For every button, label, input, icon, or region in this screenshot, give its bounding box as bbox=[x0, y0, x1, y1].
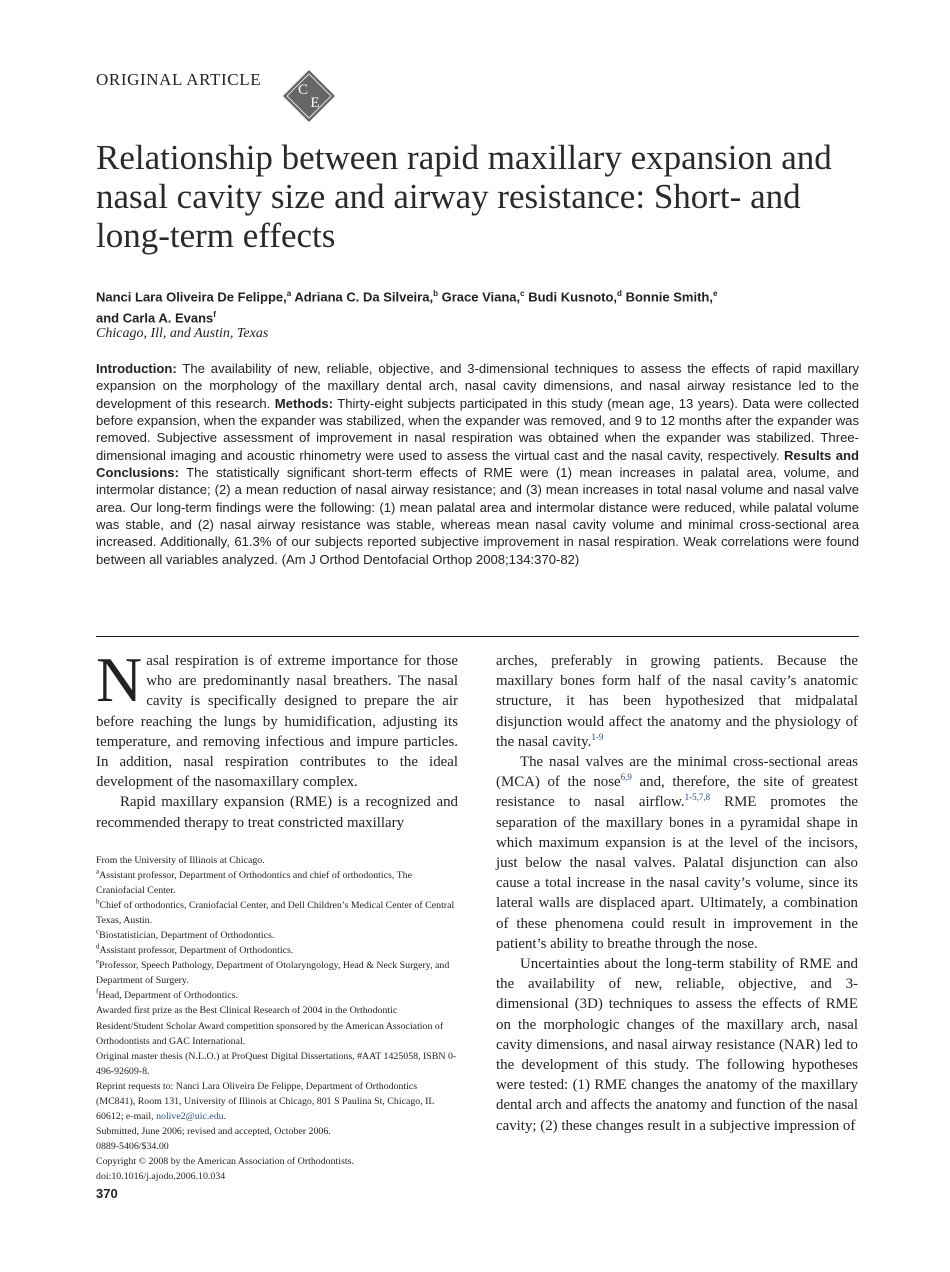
body-paragraph: The nasal valves are the minimal cross-sectional areas (MCA) of the nose$^{6,9}$ and, therefore, the site of greatest resistance to nasal airflow.$^{1-5,7,8}$ RME promotes the separation of the maxillary bones in a pyramidal shape in which maximum expansion is at the level of the incisors, just below the nasal valves. Palatal disjunction can also cause a total increase in the nasal cavity’s volume, since its lateral walls are displaced apart. Ultimately, a combination of these phenomena could result in improvement in the patient’s ability to breathe through the nose. bbox=[496, 754, 859, 952]
abstract-heading: Methods: bbox=[274, 395, 333, 411]
article-title: Relationship between rapid maxillary expansion and nasal cavity size and airway resistance: Short- and long-term effects bbox=[96, 138, 832, 255]
citation-link[interactable]: 6,9 bbox=[620, 772, 632, 783]
email-link[interactable]: nolive2@uic.edu bbox=[156, 1110, 224, 1122]
author-name: Grace Viana, bbox=[441, 289, 521, 305]
footnote: $^f$Head, Department of Orthodontics. bbox=[96, 988, 238, 1002]
author-location: Chicago, Ill, and Austin, Texas bbox=[96, 326, 269, 341]
footnote: $^a$Assistant professor, Department of Orthodontics and chief of orthodontics, The Craniofacial Center. bbox=[96, 867, 412, 897]
body-column-left bbox=[96, 644, 458, 833]
footnote: Original master thesis (N.L.O.) at ProQuest Digital Dissertations, #AAT 1425058, ISBN 0-496-92609-8. bbox=[96, 1050, 457, 1077]
page-number: 370 bbox=[96, 1186, 118, 1201]
footnote: Copyright © 2008 by the American Association of Orthodontists. bbox=[96, 1155, 354, 1167]
footnote: $^d$Assistant professor, Department of Orthodontics. bbox=[96, 942, 294, 957]
footnote: Awarded first prize as the Best Clinical Research of 2004 in the Orthodontic Resident/Student Scholar Award competition sponsored by the American Association of Orthodontists and GAC International. bbox=[96, 1005, 444, 1047]
footnote: $^c$Biostatistician, Department of Orthodontics. bbox=[96, 927, 275, 942]
drop-cap: N bbox=[96, 644, 143, 715]
body-paragraph: Nasal respiration is of extreme importance for those who are predominantly nasal breathers. The nasal cavity is specifically designed to prepare the air before reaching the lungs by humidification, adjusting its temperature, and removing infectious and impure particles. In addition, nasal respiration contributes to the ideal development of the nasomaxillary complex. bbox=[96, 644, 458, 791]
ce-logo-letter-e: E bbox=[310, 95, 320, 111]
footnote: $^b$Chief of orthodontics, Craniofacial Center, and Dell Children’s Medical Center of Central Texas, Austin. bbox=[96, 897, 455, 927]
footnote: doi:10.1016/j.ajodo.2006.10.034 bbox=[96, 1170, 226, 1182]
footnotes bbox=[96, 853, 458, 1184]
abstract-heading: Results and Conclusions: bbox=[96, 447, 859, 481]
body-column-right bbox=[496, 651, 858, 1136]
body-paragraph: arches, preferably in growing patients. Because the maxillary bones form half of the nasal cavity’s anatomic structure, it has been hypothesized that midpalatal disjunction would affect the anatomy and the physiology of the nasal cavity.$^{1-9}$ bbox=[496, 653, 858, 750]
author-name: Nanci Lara Oliveira De Felippe, bbox=[96, 289, 287, 305]
ce-logo-letter-c: C bbox=[297, 82, 309, 98]
author-name: and Carla A. Evans bbox=[96, 310, 214, 326]
footnote: $^e$Professor, Speech Pathology, Department of Otolaryngology, Head & Neck Surgery, and Department of Surgery. bbox=[96, 958, 450, 987]
body-paragraph: Uncertainties about the long-term stability of RME and the availability of new, reliable, objective, and 3-dimensional (3D) techniques to assess the effects of RME on the morphologic changes of the maxillary arch, nasal cavity dimensions, and nasal airway resistance (NAR) led to the development of this study. The following hypotheses were tested: (1) RME changes the anatomy of the maxillary dental arch and affects the anatomy and function of the nasal cavity; (2) these changes result in a subjective impression of bbox=[496, 956, 858, 1134]
abstract: Introduction: The availability of new, reliable, objective, and 3-dimensional techniques to assess the effects of rapid maxillary expansion on the morphology of the maxillary dental arch, nasal cavity dimensions, and nasal airway resistance led to the development of this research. Methods: Thirty-eight subjects participated in this study (mean age, 13 years). Data were collected before expansion, when the expander was stabilized, when the expander was removed, and 9 to 12 months after the expander was removed. Subjective assessment of improvement in nasal respiration was obtained when the expander was stabilized. Three-dimensional imaging and acoustic rhinometry were used to assess the virtual cast and the nasal cavity, respectively. Results and Conclusions: The statistically significant short-term effects of RME were (1) mean increases in palatal area, volume, and intermolar distance; (2) a mean reduction of nasal airway resistance; and (3) mean increases in total nasal volume and nasal valve area. Our long-term findings were the following: (1) mean palatal area and intermolar distance were reduced, while palatal volume was stable, and (2) nasal airway resistance was stable, whereas mean nasal cavity volume and minimal cross-sectional area increased. Additionally, 61.3% of our subjects reported subjective improvement in nasal respiration. Weak correlations were found between all variables analyzed. (Am J Orthod Dentofacial Orthop 2008;134:370-82) bbox=[96, 361, 860, 567]
citation-link[interactable]: 1-5,7,8 bbox=[684, 792, 711, 803]
footnote: Reprint requests to: Nanci Lara Oliveira De Felippe, Department of Orthodontics (MC841), Room 131, University of Illinois at Chicago, 801 S Paulina St, Chicago, IL 60612; e-mail, nolive2@uic.edu. bbox=[96, 1080, 435, 1122]
footnote: 0889-5406/$34.00 bbox=[96, 1140, 169, 1152]
footnote: From the University of Illinois at Chicago. bbox=[96, 855, 265, 866]
ce-logo-icon bbox=[283, 70, 335, 122]
author-name: Bonnie Smith, bbox=[625, 289, 713, 305]
abstract-heading: Introduction: bbox=[96, 361, 177, 376]
section-divider bbox=[96, 636, 859, 637]
body-paragraph: Rapid maxillary expansion (RME) is a recognized and recommended therapy to treat constricted maxillary bbox=[96, 794, 458, 831]
footnote: Submitted, June 2006; revised and accepted, October 2006. bbox=[96, 1125, 331, 1137]
author-name: Budi Kusnoto, bbox=[528, 289, 618, 305]
citation-link[interactable]: 1-9 bbox=[591, 731, 604, 742]
article-type-label: ORIGINAL ARTICLE bbox=[96, 70, 262, 89]
author-name: Adriana C. Da Silveira, bbox=[294, 289, 434, 305]
author-list: Nanci Lara Oliveira De Felippe,$^a$ Adriana C. Da Silveira,$^b$ Grace Viana,$^c$ Budi Kusnoto,$^d$ Bonnie Smith,$^e$ and Carla A. Evans$^f$ bbox=[96, 289, 718, 326]
